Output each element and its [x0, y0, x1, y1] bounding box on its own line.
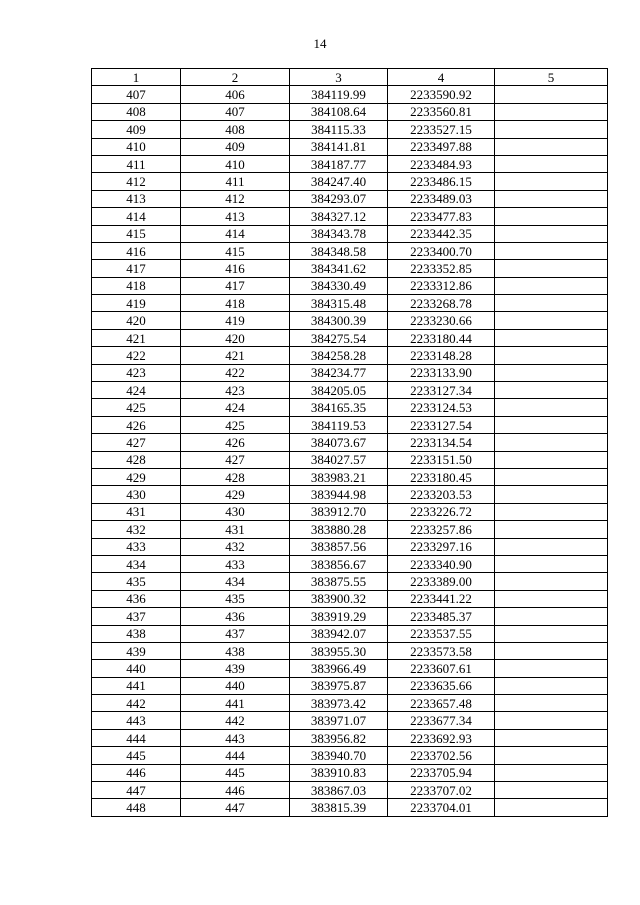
point-number-cell: 434 [92, 555, 181, 572]
note-cell [495, 382, 608, 399]
column-header-2: 2 [181, 69, 290, 86]
previous-point-cell: 444 [181, 747, 290, 764]
point-number-cell: 436 [92, 590, 181, 607]
table-row [92, 121, 608, 138]
point-number-cell: 409 [92, 121, 181, 138]
table-row [92, 399, 608, 416]
point-number-cell: 407 [92, 86, 181, 103]
coordinate-x-cell: 383971.07 [290, 712, 388, 729]
coordinate-x-cell: 384234.77 [290, 364, 388, 381]
coordinate-y-cell: 2233704.01 [388, 799, 495, 816]
note-cell [495, 555, 608, 572]
note-cell [495, 729, 608, 746]
table-row [92, 555, 608, 572]
note-cell [495, 608, 608, 625]
table-row [92, 434, 608, 451]
coordinate-x-cell: 383975.87 [290, 677, 388, 694]
coordinate-x-cell: 384341.62 [290, 260, 388, 277]
table-row [92, 277, 608, 294]
coordinate-y-cell: 2233148.28 [388, 347, 495, 364]
point-number-cell: 410 [92, 138, 181, 155]
note-cell [495, 747, 608, 764]
point-number-cell: 448 [92, 799, 181, 816]
previous-point-cell: 422 [181, 364, 290, 381]
point-number-cell: 442 [92, 695, 181, 712]
note-cell [495, 190, 608, 207]
coordinate-x-cell: 383912.70 [290, 503, 388, 520]
point-number-cell: 420 [92, 312, 181, 329]
previous-point-cell: 411 [181, 173, 290, 190]
table-row [92, 173, 608, 190]
table-row [92, 764, 608, 781]
note-cell [495, 277, 608, 294]
note-cell [495, 642, 608, 659]
coordinate-x-cell: 383919.29 [290, 608, 388, 625]
previous-point-cell: 442 [181, 712, 290, 729]
coordinate-y-cell: 2233203.53 [388, 486, 495, 503]
previous-point-cell: 446 [181, 782, 290, 799]
point-number-cell: 424 [92, 382, 181, 399]
coordinate-y-cell: 2233134.54 [388, 434, 495, 451]
point-number-cell: 435 [92, 573, 181, 590]
note-cell [495, 451, 608, 468]
note-cell [495, 103, 608, 120]
point-number-cell: 440 [92, 660, 181, 677]
point-number-cell: 415 [92, 225, 181, 242]
coordinate-y-cell: 2233573.58 [388, 642, 495, 659]
point-number-cell: 432 [92, 521, 181, 538]
note-cell [495, 468, 608, 485]
previous-point-cell: 425 [181, 416, 290, 433]
table-row [92, 347, 608, 364]
point-number-cell: 413 [92, 190, 181, 207]
note-cell [495, 225, 608, 242]
table-row [92, 103, 608, 120]
coordinate-x-cell: 383966.49 [290, 660, 388, 677]
note-cell [495, 486, 608, 503]
coordinate-y-cell: 2233389.00 [388, 573, 495, 590]
table-row [92, 312, 608, 329]
coordinate-y-cell: 2233400.70 [388, 242, 495, 259]
previous-point-cell: 426 [181, 434, 290, 451]
coordinate-y-cell: 2233590.92 [388, 86, 495, 103]
table-row [92, 729, 608, 746]
coordinate-x-cell: 383944.98 [290, 486, 388, 503]
coordinate-y-cell: 2233677.34 [388, 712, 495, 729]
coordinate-y-cell: 2233527.15 [388, 121, 495, 138]
note-cell [495, 416, 608, 433]
column-header-4: 4 [388, 69, 495, 86]
column-header-1: 1 [92, 69, 181, 86]
coordinate-y-cell: 2233268.78 [388, 295, 495, 312]
point-number-cell: 446 [92, 764, 181, 781]
note-cell [495, 503, 608, 520]
coordinate-y-cell: 2233127.54 [388, 416, 495, 433]
point-number-cell: 427 [92, 434, 181, 451]
previous-point-cell: 412 [181, 190, 290, 207]
coordinate-x-cell: 383956.82 [290, 729, 388, 746]
coordinate-x-cell: 384108.64 [290, 103, 388, 120]
previous-point-cell: 439 [181, 660, 290, 677]
point-number-cell: 412 [92, 173, 181, 190]
table-row [92, 468, 608, 485]
point-number-cell: 439 [92, 642, 181, 659]
previous-point-cell: 427 [181, 451, 290, 468]
coordinate-y-cell: 2233441.22 [388, 590, 495, 607]
previous-point-cell: 423 [181, 382, 290, 399]
coordinate-x-cell: 384258.28 [290, 347, 388, 364]
coordinate-x-cell: 383955.30 [290, 642, 388, 659]
point-number-cell: 416 [92, 242, 181, 259]
coordinate-x-cell: 384027.57 [290, 451, 388, 468]
point-number-cell: 443 [92, 712, 181, 729]
table-row [92, 329, 608, 346]
point-number-cell: 433 [92, 538, 181, 555]
point-number-cell: 441 [92, 677, 181, 694]
coordinates-table [91, 68, 608, 817]
coordinate-y-cell: 2233133.90 [388, 364, 495, 381]
note-cell [495, 173, 608, 190]
previous-point-cell: 413 [181, 208, 290, 225]
table-row [92, 364, 608, 381]
previous-point-cell: 406 [181, 86, 290, 103]
previous-point-cell: 441 [181, 695, 290, 712]
coordinate-x-cell: 384348.58 [290, 242, 388, 259]
table-row [92, 155, 608, 172]
table-row [92, 712, 608, 729]
point-number-cell: 438 [92, 625, 181, 642]
table-row [92, 608, 608, 625]
coordinate-y-cell: 2233657.48 [388, 695, 495, 712]
coordinate-x-cell: 384327.12 [290, 208, 388, 225]
previous-point-cell: 440 [181, 677, 290, 694]
coordinate-x-cell: 384119.53 [290, 416, 388, 433]
table-body [92, 86, 608, 816]
table-row [92, 590, 608, 607]
previous-point-cell: 437 [181, 625, 290, 642]
table-row [92, 190, 608, 207]
previous-point-cell: 445 [181, 764, 290, 781]
note-cell [495, 590, 608, 607]
coordinate-x-cell: 383983.21 [290, 468, 388, 485]
table-row [92, 225, 608, 242]
previous-point-cell: 434 [181, 573, 290, 590]
note-cell [495, 521, 608, 538]
coordinate-y-cell: 2233705.94 [388, 764, 495, 781]
point-number-cell: 411 [92, 155, 181, 172]
table-row [92, 521, 608, 538]
note-cell [495, 434, 608, 451]
coordinate-y-cell: 2233486.15 [388, 173, 495, 190]
coordinate-y-cell: 2233485.37 [388, 608, 495, 625]
previous-point-cell: 418 [181, 295, 290, 312]
coordinate-x-cell: 384293.07 [290, 190, 388, 207]
coordinate-y-cell: 2233151.50 [388, 451, 495, 468]
point-number-cell: 430 [92, 486, 181, 503]
note-cell [495, 312, 608, 329]
coordinate-x-cell: 383973.42 [290, 695, 388, 712]
point-number-cell: 444 [92, 729, 181, 746]
coordinate-y-cell: 2233497.88 [388, 138, 495, 155]
coordinate-x-cell: 383940.70 [290, 747, 388, 764]
coordinate-y-cell: 2233537.55 [388, 625, 495, 642]
previous-point-cell: 428 [181, 468, 290, 485]
coordinate-x-cell: 384205.05 [290, 382, 388, 399]
table-row [92, 695, 608, 712]
coordinate-y-cell: 2233477.83 [388, 208, 495, 225]
coordinate-y-cell: 2233312.86 [388, 277, 495, 294]
table-row [92, 677, 608, 694]
coordinate-x-cell: 383942.07 [290, 625, 388, 642]
table-row [92, 799, 608, 816]
table-row [92, 295, 608, 312]
previous-point-cell: 409 [181, 138, 290, 155]
note-cell [495, 573, 608, 590]
point-number-cell: 417 [92, 260, 181, 277]
table-row [92, 86, 608, 103]
point-number-cell: 418 [92, 277, 181, 294]
coordinate-y-cell: 2233560.81 [388, 103, 495, 120]
coordinate-x-cell: 384115.33 [290, 121, 388, 138]
table-header [92, 69, 608, 86]
note-cell [495, 347, 608, 364]
coordinate-y-cell: 2233230.66 [388, 312, 495, 329]
coordinate-y-cell: 2233692.93 [388, 729, 495, 746]
note-cell [495, 782, 608, 799]
previous-point-cell: 431 [181, 521, 290, 538]
column-header-3: 3 [290, 69, 388, 86]
previous-point-cell: 417 [181, 277, 290, 294]
previous-point-cell: 407 [181, 103, 290, 120]
point-number-cell: 414 [92, 208, 181, 225]
previous-point-cell: 447 [181, 799, 290, 816]
coordinate-x-cell: 384141.81 [290, 138, 388, 155]
note-cell [495, 625, 608, 642]
previous-point-cell: 416 [181, 260, 290, 277]
point-number-cell: 422 [92, 347, 181, 364]
coordinate-y-cell: 2233352.85 [388, 260, 495, 277]
previous-point-cell: 421 [181, 347, 290, 364]
previous-point-cell: 430 [181, 503, 290, 520]
page-number: 14 [313, 36, 327, 51]
point-number-cell: 447 [92, 782, 181, 799]
note-cell [495, 155, 608, 172]
previous-point-cell: 443 [181, 729, 290, 746]
previous-point-cell: 432 [181, 538, 290, 555]
note-cell [495, 208, 608, 225]
header-row [92, 69, 608, 86]
table-row [92, 242, 608, 259]
note-cell [495, 121, 608, 138]
point-number-cell: 425 [92, 399, 181, 416]
note-cell [495, 799, 608, 816]
note-cell [495, 677, 608, 694]
table-row [92, 416, 608, 433]
table-row [92, 486, 608, 503]
coordinate-x-cell: 384073.67 [290, 434, 388, 451]
table-row [92, 382, 608, 399]
table-row [92, 782, 608, 799]
point-number-cell: 437 [92, 608, 181, 625]
table-row [92, 451, 608, 468]
coordinate-x-cell: 384165.35 [290, 399, 388, 416]
coordinate-x-cell: 384247.40 [290, 173, 388, 190]
coordinate-y-cell: 2233484.93 [388, 155, 495, 172]
coordinate-y-cell: 2233707.02 [388, 782, 495, 799]
coordinate-y-cell: 2233180.44 [388, 329, 495, 346]
previous-point-cell: 414 [181, 225, 290, 242]
coordinate-x-cell: 384330.49 [290, 277, 388, 294]
coordinate-y-cell: 2233607.61 [388, 660, 495, 677]
note-cell [495, 695, 608, 712]
coordinate-x-cell: 383857.56 [290, 538, 388, 555]
coordinate-x-cell: 384315.48 [290, 295, 388, 312]
point-number-cell: 429 [92, 468, 181, 485]
coordinate-x-cell: 383910.83 [290, 764, 388, 781]
point-number-cell: 419 [92, 295, 181, 312]
coordinate-y-cell: 2233702.56 [388, 747, 495, 764]
coordinate-x-cell: 384275.54 [290, 329, 388, 346]
point-number-cell: 423 [92, 364, 181, 381]
coordinate-x-cell: 383900.32 [290, 590, 388, 607]
previous-point-cell: 408 [181, 121, 290, 138]
note-cell [495, 538, 608, 555]
note-cell [495, 399, 608, 416]
previous-point-cell: 438 [181, 642, 290, 659]
point-number-cell: 421 [92, 329, 181, 346]
table-row [92, 538, 608, 555]
previous-point-cell: 424 [181, 399, 290, 416]
previous-point-cell: 415 [181, 242, 290, 259]
coordinate-y-cell: 2233124.53 [388, 399, 495, 416]
table-row [92, 503, 608, 520]
table-row [92, 573, 608, 590]
previous-point-cell: 435 [181, 590, 290, 607]
note-cell [495, 329, 608, 346]
coordinate-x-cell: 384187.77 [290, 155, 388, 172]
note-cell [495, 660, 608, 677]
previous-point-cell: 433 [181, 555, 290, 572]
coordinate-y-cell: 2233489.03 [388, 190, 495, 207]
point-number-cell: 445 [92, 747, 181, 764]
coordinate-y-cell: 2233442.35 [388, 225, 495, 242]
previous-point-cell: 419 [181, 312, 290, 329]
coordinate-x-cell: 384343.78 [290, 225, 388, 242]
coordinate-y-cell: 2233127.34 [388, 382, 495, 399]
coordinate-x-cell: 383867.03 [290, 782, 388, 799]
note-cell [495, 764, 608, 781]
coordinate-x-cell: 383880.28 [290, 521, 388, 538]
table-row [92, 208, 608, 225]
coordinate-x-cell: 383875.55 [290, 573, 388, 590]
column-header-5: 5 [495, 69, 608, 86]
note-cell [495, 138, 608, 155]
coordinate-y-cell: 2233257.86 [388, 521, 495, 538]
table-row [92, 260, 608, 277]
coordinate-x-cell: 384119.99 [290, 86, 388, 103]
point-number-cell: 408 [92, 103, 181, 120]
coordinate-y-cell: 2233180.45 [388, 468, 495, 485]
coordinate-y-cell: 2233297.16 [388, 538, 495, 555]
note-cell [495, 86, 608, 103]
note-cell [495, 260, 608, 277]
note-cell [495, 242, 608, 259]
coordinate-x-cell: 383815.39 [290, 799, 388, 816]
previous-point-cell: 436 [181, 608, 290, 625]
point-number-cell: 431 [92, 503, 181, 520]
table-row [92, 138, 608, 155]
coordinate-y-cell: 2233340.90 [388, 555, 495, 572]
table-row [92, 660, 608, 677]
coordinate-x-cell: 384300.39 [290, 312, 388, 329]
coordinate-y-cell: 2233635.66 [388, 677, 495, 694]
point-number-cell: 428 [92, 451, 181, 468]
note-cell [495, 295, 608, 312]
previous-point-cell: 429 [181, 486, 290, 503]
note-cell [495, 364, 608, 381]
note-cell [495, 712, 608, 729]
coordinate-x-cell: 383856.67 [290, 555, 388, 572]
previous-point-cell: 420 [181, 329, 290, 346]
table-row [92, 747, 608, 764]
point-number-cell: 426 [92, 416, 181, 433]
coordinate-y-cell: 2233226.72 [388, 503, 495, 520]
previous-point-cell: 410 [181, 155, 290, 172]
table-row [92, 625, 608, 642]
table-row [92, 642, 608, 659]
